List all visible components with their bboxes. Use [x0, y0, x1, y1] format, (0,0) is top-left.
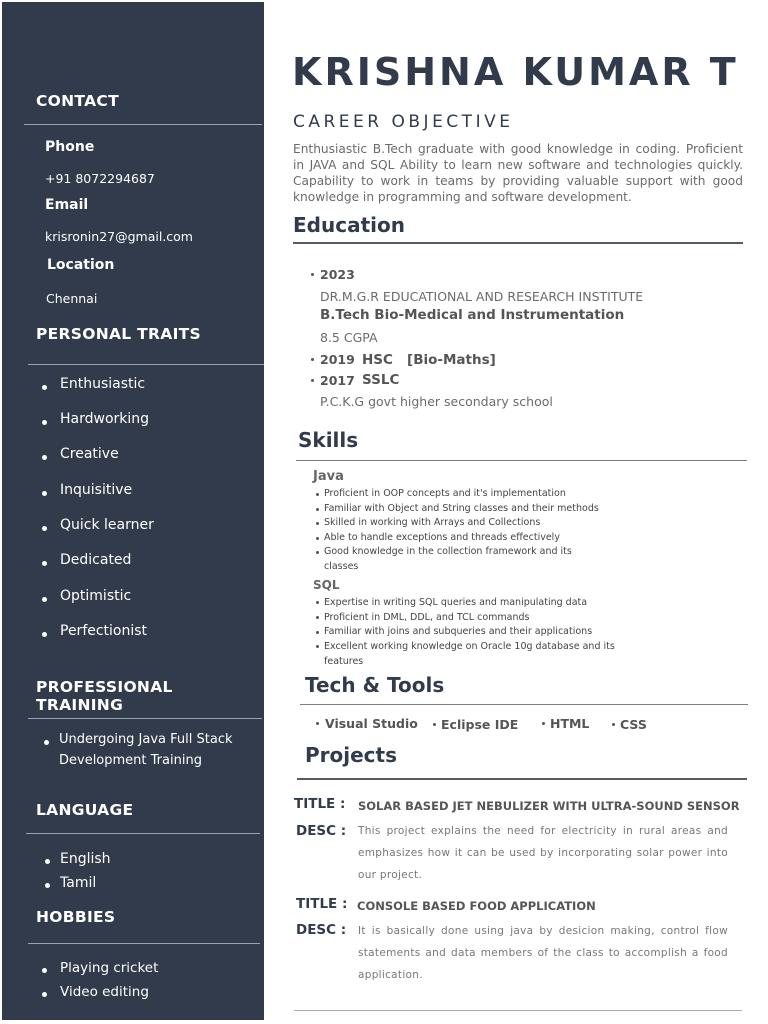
education-heading: Education — [293, 213, 405, 237]
training-line-2: Development Training — [59, 753, 202, 768]
skills-divider — [296, 460, 747, 461]
education-institute-1: DR.M.G.R EDUCATIONAL AND RESEARCH INSTITUTE — [320, 289, 644, 304]
bullet-icon — [42, 420, 47, 425]
professional-training-heading: PROFESSIONAL TRAINING — [36, 678, 173, 714]
bullet-icon — [42, 491, 47, 496]
project-2-desc-label: DESC : — [296, 922, 347, 938]
traits-divider — [28, 364, 264, 365]
bullet-icon — [42, 992, 47, 997]
education-grade-1: 8.5 CGPA — [320, 330, 378, 345]
bullet-icon — [612, 723, 615, 726]
tool-item: Visual Studio — [325, 716, 418, 731]
list-item: Playing cricket — [60, 960, 159, 976]
location-value: Chennai — [46, 291, 98, 306]
education-year-3: 2017 — [320, 373, 355, 388]
bullet-icon — [316, 601, 319, 604]
tools-divider — [300, 704, 748, 705]
training-divider — [28, 718, 262, 719]
bullet-icon — [316, 493, 319, 496]
contact-divider — [24, 124, 262, 125]
tool-item: HTML — [550, 716, 590, 731]
bullet-icon — [316, 616, 319, 619]
project-2-title-label: TITLE : — [296, 896, 348, 912]
personal-traits-heading: PERSONAL TRAITS — [36, 325, 201, 343]
location-label: Location — [47, 257, 115, 273]
skill-java-heading: Java — [313, 469, 344, 484]
education-institute-3: P.C.K.G govt higher secondary school — [320, 394, 553, 409]
contact-heading: CONTACT — [36, 92, 119, 110]
phone-value[interactable]: +91 8072294687 — [45, 171, 155, 186]
skill-sql-heading: SQL — [313, 578, 340, 592]
list-item: Expertise in writing SQL queries and manipulating data — [324, 597, 588, 608]
footer-divider — [294, 1010, 742, 1011]
project-1-title: SOLAR BASED JET NEBULIZER WITH ULTRA-SOUND SENSOR — [358, 799, 740, 813]
skills-heading: Skills — [298, 428, 359, 452]
sidebar — [2, 2, 264, 1020]
list-item: Familiar with joins and subqueries and their applications — [324, 626, 593, 637]
list-item: Enthusiastic — [60, 376, 146, 392]
tool-item: CSS — [620, 717, 647, 732]
bullet-icon — [42, 561, 47, 566]
education-year-1: 2023 — [320, 267, 355, 282]
bullet-icon — [316, 631, 319, 634]
list-item: Good knowledge in the collection framework and its — [324, 546, 572, 557]
language-heading: LANGUAGE — [36, 801, 134, 819]
language-divider — [26, 833, 260, 834]
list-item: Familiar with Object and String classes and their methods — [324, 503, 599, 514]
bullet-icon — [45, 859, 50, 864]
bullet-icon — [316, 522, 319, 525]
tool-item: Eclipse IDE — [441, 717, 519, 732]
list-item: Excellent working knowledge on Oracle 10g database and its — [324, 641, 615, 652]
projects-heading: Projects — [305, 743, 398, 767]
bullet-icon — [316, 551, 319, 554]
bullet-icon — [316, 537, 319, 540]
bullet-icon — [42, 597, 47, 602]
bullet-icon — [311, 273, 314, 276]
candidate-name: KRISHNA KUMAR T — [292, 50, 739, 94]
education-degree-1: B.Tech Bio-Medical and Instrumentation — [320, 307, 625, 323]
career-objective-heading: CAREER OBJECTIVE — [293, 112, 514, 132]
project-1-desc-label: DESC : — [296, 823, 347, 839]
list-item: Inquisitive — [60, 482, 133, 498]
list-item: Skilled in working with Arrays and Collections — [324, 517, 541, 528]
list-item: Quick learner — [60, 517, 154, 533]
list-item-continued: features — [324, 656, 364, 667]
education-degree-3: SSLC — [362, 372, 400, 388]
bullet-icon — [316, 722, 319, 725]
education-year-2: 2019 — [320, 352, 355, 367]
list-item: Able to handle exceptions and threads effectively — [324, 532, 560, 543]
list-item: Video editing — [60, 984, 149, 1000]
list-item: Tamil — [60, 875, 97, 891]
bullet-icon — [433, 723, 436, 726]
bullet-icon — [311, 379, 314, 382]
training-line-1: Undergoing Java Full Stack — [59, 732, 233, 747]
bullet-icon — [311, 358, 314, 361]
project-1-title-label: TITLE : — [294, 796, 346, 812]
list-item: Creative — [60, 446, 119, 462]
bullet-icon — [316, 508, 319, 511]
bullet-icon — [542, 722, 545, 725]
tech-tools-heading: Tech & Tools — [305, 673, 445, 697]
bullet-icon — [42, 526, 47, 531]
list-item: Perfectionist — [60, 623, 148, 639]
list-item: English — [60, 851, 111, 867]
projects-divider — [297, 778, 747, 780]
list-item: Dedicated — [60, 552, 132, 568]
hobbies-divider — [28, 943, 260, 944]
project-1-description: This project explains the need for electricity in rural areas and emphasizes how it can be used by incorporating solar power into our project. — [358, 825, 728, 881]
bullet-icon — [316, 645, 319, 648]
project-2-description: It is basically done using java by desicion making, control flow statements and data members of the class to accomplish a food application. — [358, 925, 728, 981]
education-divider — [293, 242, 743, 244]
list-item: Hardworking — [60, 411, 150, 427]
bullet-icon — [42, 968, 47, 973]
phone-label: Phone — [45, 139, 95, 155]
project-2-title: CONSOLE BASED FOOD APPLICATION — [357, 899, 596, 913]
bullet-icon — [42, 455, 47, 460]
email-label: Email — [45, 197, 89, 213]
bullet-icon — [42, 632, 47, 637]
list-item: Proficient in OOP concepts and it's implementation — [324, 488, 566, 499]
bullet-icon — [45, 883, 50, 888]
list-item: Optimistic — [60, 588, 132, 604]
list-item: Proficient in DML, DDL, and TCL commands — [324, 612, 530, 623]
career-objective-text: Enthusiastic B.Tech graduate with good knowledge in coding. Proficient in JAVA and SQL Ability to learn new software and technologies quickly. Capability to work in teams by providing valuable support with good knowledge in programming and software development. — [293, 142, 743, 204]
email-value[interactable]: krisronin27@gmail.com — [45, 229, 193, 244]
education-degree-2: HSC [Bio-Maths] — [362, 352, 496, 368]
hobbies-heading: HOBBIES — [36, 908, 116, 926]
list-item-continued: classes — [324, 561, 359, 572]
bullet-icon — [42, 385, 47, 390]
bullet-icon — [44, 740, 49, 745]
